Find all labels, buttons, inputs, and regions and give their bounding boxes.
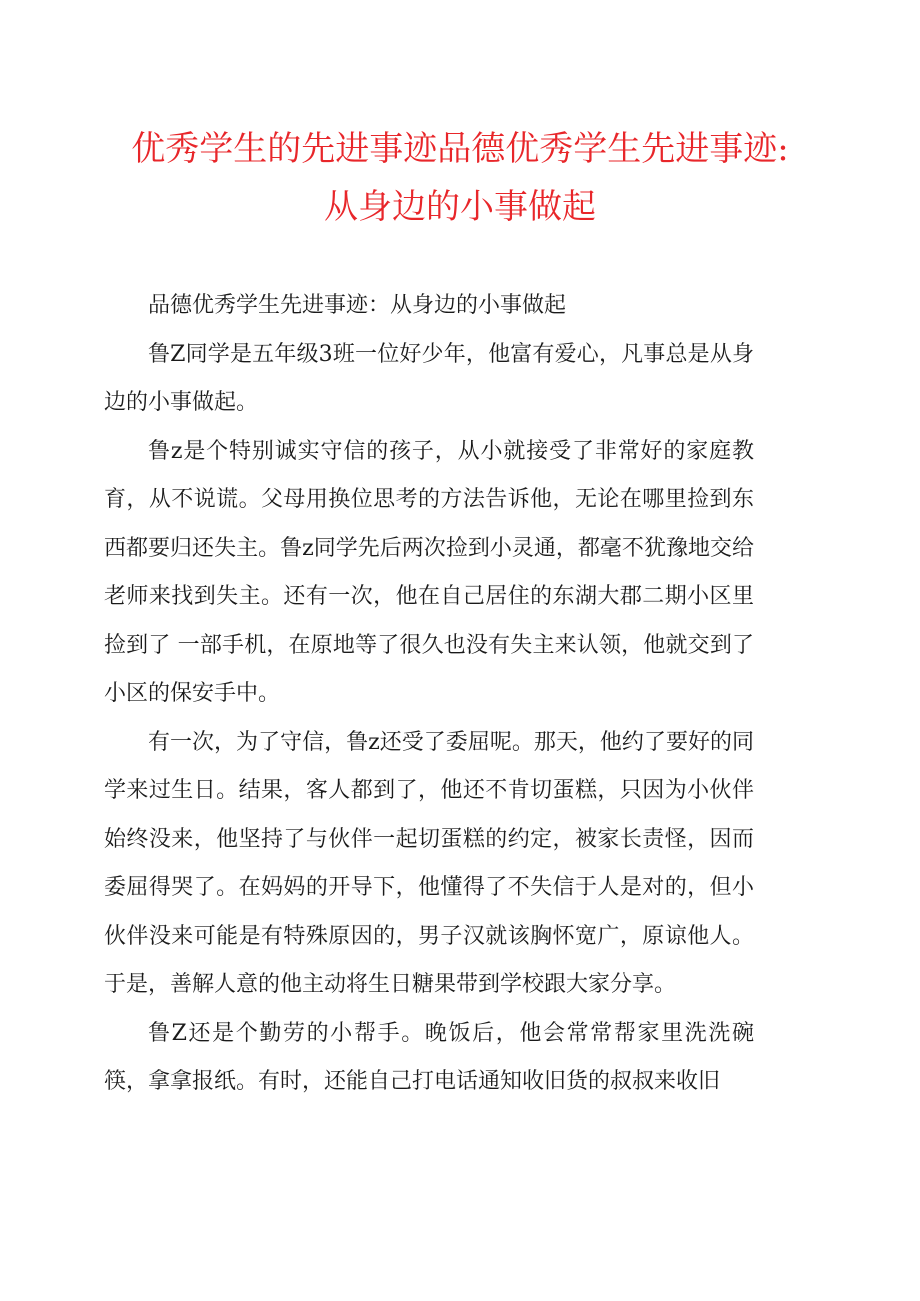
paragraph: 鲁Z同学是五年级3班一位好少年，他富有爱心，凡事总是从身边的小事做起。 [104,341,754,415]
paragraph-subtitle: 品德优秀学生先进事迹：从身边的小事做起 [148,293,567,318]
title-line-2: 从身边的小事做起 [324,187,596,227]
paragraph: 鲁Z还是个勤劳的小帮手。晚饭后，他会常常帮家里洗洗碗筷，拿拿报纸。有时，还能自己打电话通知收旧货的叔叔来收旧 [104,1020,754,1094]
document-title [100,120,820,236]
paragraph: 鲁z是个特别诚实守信的孩子，从小就接受了非常好的家庭教育，从不说谎。父母用换位思考的方法告诉他，无论在哪里捡到东西都要归还失主。鲁z同学先后两次捡到小灵通，都毫不犹豫地交给老师来找到失主。还有一次，他在自己居住的东湖大郡二期小区里捡到了 一部手机，在原地等了很久也没有失主来认领，他就交到了小区的保安手中。 [104,438,754,706]
document-body [104,282,754,1107]
paragraph: 有一次，为了守信，鲁z还受了委屈呢。那天，他约了要好的同学来过生日。结果，客人都到了，他还不肯切蛋糕，只因为小伙伴始终没来，他坚持了与伙伴一起切蛋糕的约定，被家长责怪，因而委屈得哭了。在妈妈的开导下，他懂得了不失信于人是对的，但小伙伴没来可能是有特殊原因的，男子汉就该胸怀宽广，原谅他人。于是，善解人意的他主动将生日糖果带到学校跟大家分享。 [104,729,754,997]
title-line-1: 优秀学生的先进事迹品德优秀学生先进事迹: [131,129,789,169]
